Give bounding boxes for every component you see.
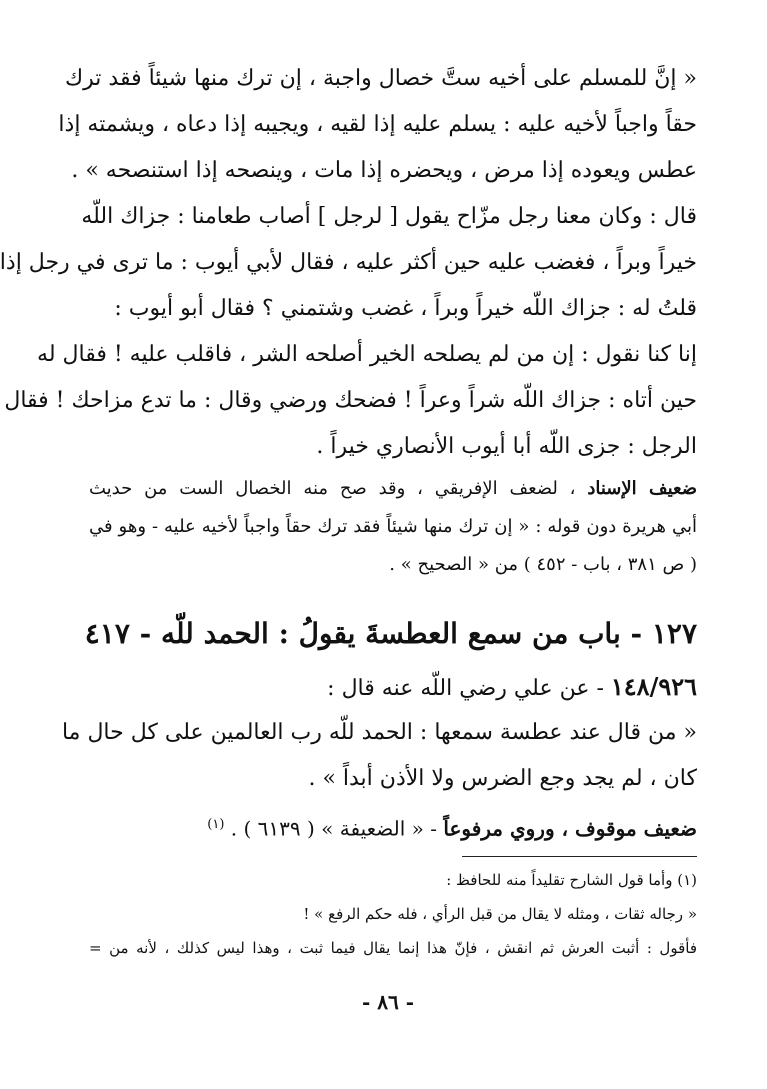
grade-label: ضعيف موقوف ، وروي مرفوعاً: [443, 816, 697, 841]
grading-text: - « الضعيفة » ( ٦١٣٩ ) .: [230, 816, 437, 841]
text-line: عطس ويعوده إذا مرض ، ويحضره إذا مات ، وينصحه إذا استنصحه » .: [71, 158, 697, 183]
grading-line: [89, 470, 697, 508]
hadith-prev-text: [58, 56, 697, 194]
footnote-ref[interactable]: (١): [207, 817, 225, 832]
grade-label: ضعيف الإسناد: [587, 478, 697, 499]
footnote-divider: [462, 856, 697, 857]
text-line: كان ، لم يجد وجع الضرس ولا الأذن أبداً » .: [308, 766, 697, 791]
text-line: الرجل : جزى اللّه أبا أيوب الأنصاري خيراً .: [316, 434, 697, 459]
hadith-intro-line: [89, 664, 697, 710]
footnote-line: « رجاله ثقات ، ومثله لا يقال من قبل الرأي ، فله حكم الرفع » !: [303, 905, 697, 923]
grading-prev: [89, 470, 697, 584]
hadith-number: ١٤٨/٩٢٦: [610, 672, 697, 701]
footnote-line: (١) وأما قول الشارح تقليداً منه للحافظ :: [446, 871, 697, 889]
text-line: حين أتاه : جزاك اللّه شراً وعراً ! فضحك ورضي وقال : ما تدع مزاحك ! فقال: [4, 388, 697, 413]
hadith-grading-line: [89, 802, 697, 848]
text-line: خيراً وبراً ، فغضب عليه حين أكثر عليه ، فقال لأبي أيوب : ما ترى في رجل إذا: [0, 250, 697, 275]
hadith-block: [61, 664, 697, 848]
chapter-title: ١٢٧ - باب من سمع العطسةَ يقولُ : الحمد للّه - ٤١٧: [84, 617, 697, 650]
text-line: إنا كنا نقول : إن من لم يصلحه الخير أصلحه الشر ، فاقلب عليه ! فقال له: [37, 342, 697, 367]
text-line: قلتُ له : جزاك اللّه خيراً وبراً ، غضب وشتمني ؟ فقال أبو أيوب :: [114, 296, 697, 321]
footnote-line: فأقول : أثبت العرش ثم انقش ، فإنّ هذا إنما يقال فيما ثبت ، وهذا ليس كذلك ، لأنه من =: [89, 939, 697, 957]
grading-text: ، لضعف الإفريقي ، وقد صح منه الخصال الست من حديث: [89, 478, 576, 499]
story-text: [0, 194, 697, 470]
text-line: حقاً واجباً لأخيه عليه : يسلم عليه إذا لقيه ، ويجيبه إذا دعاه ، ويشمته إذا: [58, 112, 697, 137]
grading-line: ( ص ٣٨١ ، باب - ٤٥٢ ) من « الصحيح » .: [389, 554, 697, 575]
hadith-intro: - عن علي رضي اللّه عنه قال :: [327, 676, 604, 701]
page-body: [0, 56, 697, 1049]
page-number: - ٨٦ -: [361, 990, 414, 1014]
text-line: « من قال عند عطسة سمعها : الحمد للّه رب العالمين على كل حال ما: [61, 720, 697, 745]
footnotes: [89, 863, 697, 965]
grading-line: أبي هريرة دون قوله : « إن ترك منها شيئاً فقد ترك حقاً واجباً لأخيه عليه - وهو في: [89, 516, 697, 537]
text-line: « إنَّ للمسلم على أخيه ستَّ خصال واجبة ، إن ترك منها شيئاً فقد ترك: [65, 66, 697, 91]
text-line: قال : وكان معنا رجل مزّاح يقول [ لرجل ] أصاب طعامنا : جزاك اللّه: [81, 204, 697, 229]
